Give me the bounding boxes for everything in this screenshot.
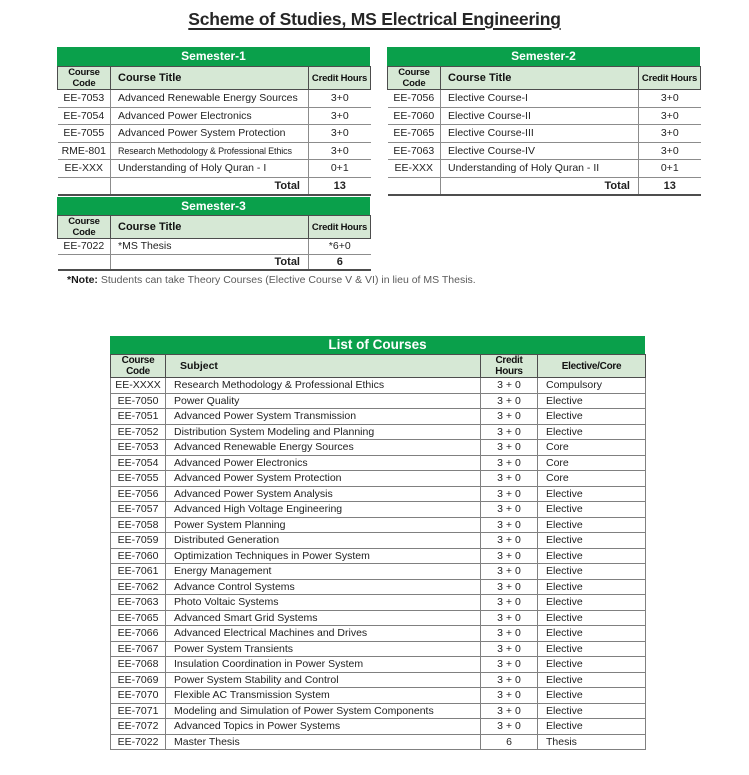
table-cell: Understanding of Holy Quran - II: [441, 160, 639, 178]
table-row: [111, 409, 646, 425]
table-cell: Elective: [538, 533, 646, 549]
table-cell: Advanced Power System Transmission: [166, 409, 481, 425]
column-header: Credit Hours: [639, 67, 701, 90]
table-row: [111, 641, 646, 657]
table-cell: Elective: [538, 579, 646, 595]
semester-3-grid: [57, 215, 371, 271]
table-cell: EE-XXX: [58, 160, 111, 178]
course-list-title-bar: List of Courses: [110, 336, 645, 354]
table-cell: Elective: [538, 626, 646, 642]
table-cell: 3 + 0: [481, 455, 538, 471]
table-cell: Elective: [538, 424, 646, 440]
table-cell: 3+0: [309, 125, 371, 143]
header-row: [58, 67, 371, 90]
table-cell: Flexible AC Transmission System: [166, 688, 481, 704]
table-row: [111, 626, 646, 642]
table-cell: 3 + 0: [481, 471, 538, 487]
table-cell: Advanced Smart Grid Systems: [166, 610, 481, 626]
table-cell: 3 + 0: [481, 579, 538, 595]
table-row: [388, 90, 701, 108]
table-cell: EE-7055: [58, 125, 111, 143]
table-cell: Core: [538, 471, 646, 487]
table-cell: Elective: [538, 564, 646, 580]
table-cell: Power System Stability and Control: [166, 672, 481, 688]
total-value: 13: [309, 177, 371, 195]
total-value: 6: [309, 254, 371, 270]
note: [67, 274, 476, 286]
table-row: [111, 471, 646, 487]
table-cell: Understanding of Holy Quran - I: [111, 160, 309, 178]
table-cell: EE-XXX: [388, 160, 441, 178]
table-cell: EE-7056: [388, 90, 441, 108]
table-cell: 3+0: [639, 142, 701, 160]
table-cell: 3 + 0: [481, 657, 538, 673]
table-cell: EE-7052: [111, 424, 166, 440]
header-row: [388, 67, 701, 90]
table-row: [111, 378, 646, 394]
table-row: [111, 719, 646, 735]
table-cell: EE-7056: [111, 486, 166, 502]
table-row: [111, 533, 646, 549]
total-label: Total: [111, 177, 309, 195]
table-cell: Elective: [538, 409, 646, 425]
table-cell: Elective Course-IV: [441, 142, 639, 160]
table-cell: EE-7063: [388, 142, 441, 160]
table-row: [111, 595, 646, 611]
table-cell: Advance Control Systems: [166, 579, 481, 595]
table-cell: 3 + 0: [481, 641, 538, 657]
table-cell: Photo Voltaic Systems: [166, 595, 481, 611]
table-cell: *6+0: [309, 239, 371, 255]
table-cell: EE-7051: [111, 409, 166, 425]
column-header: Course Code: [111, 355, 166, 378]
table-cell: Distribution System Modeling and Planning: [166, 424, 481, 440]
table-row: [58, 90, 371, 108]
table-cell: [388, 177, 441, 195]
table-cell: Energy Management: [166, 564, 481, 580]
table-cell: RME-801: [58, 142, 111, 160]
table-row: [388, 142, 701, 160]
semester-1-table: [57, 47, 370, 196]
column-header: Course Title: [111, 67, 309, 90]
note-text: Students can take Theory Courses (Elective Course V & VI) in lieu of MS Thesis.: [97, 274, 476, 286]
table-cell: 3+0: [309, 107, 371, 125]
table-cell: EE-7062: [111, 579, 166, 595]
table-cell: 0+1: [639, 160, 701, 178]
table-cell: EE-7071: [111, 703, 166, 719]
table-cell: 3+0: [639, 90, 701, 108]
table-cell: Advanced Power Electronics: [111, 107, 309, 125]
table-cell: Elective: [538, 548, 646, 564]
table-cell: EE-7058: [111, 517, 166, 533]
table-cell: 3 + 0: [481, 688, 538, 704]
table-cell: Elective: [538, 657, 646, 673]
table-row: [111, 688, 646, 704]
total-row: [388, 177, 701, 195]
semester-2-table: [387, 47, 700, 196]
table-cell: EE-7060: [388, 107, 441, 125]
table-cell: 3 + 0: [481, 564, 538, 580]
table-cell: Elective: [538, 672, 646, 688]
table-cell: 3 + 0: [481, 486, 538, 502]
semester-2-grid: [387, 66, 701, 196]
semester-1-title-bar: Semester-1: [57, 47, 370, 66]
table-cell: 3 + 0: [481, 440, 538, 456]
note-label: *Note:: [67, 274, 98, 286]
column-header: Course Code: [58, 216, 111, 239]
table-cell: EE-7053: [58, 90, 111, 108]
table-row: [111, 424, 646, 440]
table-cell: Research Methodology & Professional Ethics: [111, 142, 309, 160]
table-row: [111, 672, 646, 688]
header-row: [58, 216, 371, 239]
semester-3-table: [57, 197, 370, 271]
course-list-grid: [110, 354, 646, 750]
table-cell: Master Thesis: [166, 734, 481, 750]
table-cell: Elective: [538, 688, 646, 704]
table-cell: 3 + 0: [481, 719, 538, 735]
table-row: [111, 517, 646, 533]
table-cell: Elective: [538, 517, 646, 533]
table-cell: 3 + 0: [481, 548, 538, 564]
table-cell: 3 + 0: [481, 533, 538, 549]
table-cell: [58, 254, 111, 270]
table-cell: Elective: [538, 610, 646, 626]
table-cell: EE-7054: [111, 455, 166, 471]
table-cell: Advanced Electrical Machines and Drives: [166, 626, 481, 642]
table-row: [388, 160, 701, 178]
table-cell: Advanced Topics in Power Systems: [166, 719, 481, 735]
table-cell: Power Quality: [166, 393, 481, 409]
table-row: [111, 548, 646, 564]
table-cell: EE-7066: [111, 626, 166, 642]
course-list-table: [110, 336, 645, 750]
table-cell: Elective: [538, 486, 646, 502]
table-cell: EE-7063: [111, 595, 166, 611]
table-cell: Compulsory: [538, 378, 646, 394]
table-row: [111, 440, 646, 456]
table-row: [111, 393, 646, 409]
total-row: [58, 177, 371, 195]
table-cell: Advanced Renewable Energy Sources: [166, 440, 481, 456]
table-cell: Elective: [538, 641, 646, 657]
table-cell: 3 + 0: [481, 424, 538, 440]
table-cell: Core: [538, 440, 646, 456]
column-header: Course Code: [58, 67, 111, 90]
table-cell: EE-7069: [111, 672, 166, 688]
table-cell: [58, 177, 111, 195]
table-row: [111, 564, 646, 580]
table-cell: Optimization Techniques in Power System: [166, 548, 481, 564]
table-cell: EE-7068: [111, 657, 166, 673]
table-cell: Elective: [538, 502, 646, 518]
table-cell: 3 + 0: [481, 595, 538, 611]
total-label: Total: [111, 254, 309, 270]
table-cell: 3 + 0: [481, 393, 538, 409]
table-cell: Advanced Power System Protection: [166, 471, 481, 487]
table-cell: EE-7060: [111, 548, 166, 564]
table-row: [388, 107, 701, 125]
table-cell: EE-7053: [111, 440, 166, 456]
table-cell: 3 + 0: [481, 672, 538, 688]
column-header: Credit Hours: [309, 216, 371, 239]
table-cell: 3+0: [309, 90, 371, 108]
table-cell: Power System Planning: [166, 517, 481, 533]
table-cell: 3 + 0: [481, 378, 538, 394]
table-cell: EE-XXXX: [111, 378, 166, 394]
table-cell: EE-7067: [111, 641, 166, 657]
table-row: [111, 455, 646, 471]
table-cell: Elective: [538, 719, 646, 735]
table-cell: Research Methodology & Professional Ethics: [166, 378, 481, 394]
table-row: [111, 703, 646, 719]
table-cell: EE-7059: [111, 533, 166, 549]
table-row: [111, 657, 646, 673]
table-row: [58, 160, 371, 178]
table-cell: 3+0: [639, 125, 701, 143]
table-cell: EE-7054: [58, 107, 111, 125]
table-cell: 6: [481, 734, 538, 750]
table-cell: 3+0: [639, 107, 701, 125]
table-row: [58, 125, 371, 143]
table-cell: 3 + 0: [481, 517, 538, 533]
table-cell: Elective: [538, 703, 646, 719]
table-cell: EE-7057: [111, 502, 166, 518]
table-cell: Advanced Power System Protection: [111, 125, 309, 143]
table-cell: EE-7022: [58, 239, 111, 255]
semester-1-grid: [57, 66, 371, 196]
table-cell: Insulation Coordination in Power System: [166, 657, 481, 673]
column-header: Course Code: [388, 67, 441, 90]
table-cell: EE-7050: [111, 393, 166, 409]
column-header: Elective/Core: [538, 355, 646, 378]
page-title: Scheme of Studies, MS Electrical Engineering: [188, 9, 561, 29]
table-cell: Elective Course-III: [441, 125, 639, 143]
table-row: [111, 502, 646, 518]
table-cell: Advanced Power System Analysis: [166, 486, 481, 502]
table-cell: EE-7022: [111, 734, 166, 750]
table-row: [388, 125, 701, 143]
table-cell: 3 + 0: [481, 502, 538, 518]
table-cell: 0+1: [309, 160, 371, 178]
table-row: [111, 734, 646, 750]
table-row: [58, 142, 371, 160]
column-header: Subject: [166, 355, 481, 378]
table-cell: 3+0: [309, 142, 371, 160]
header-row: [111, 355, 646, 378]
total-value: 13: [639, 177, 701, 195]
table-cell: Modeling and Simulation of Power System Components: [166, 703, 481, 719]
column-header: Credit Hours: [481, 355, 538, 378]
table-cell: *MS Thesis: [111, 239, 309, 255]
total-row: [58, 254, 371, 270]
table-row: [58, 107, 371, 125]
column-header: Course Title: [111, 216, 309, 239]
table-cell: Power System Transients: [166, 641, 481, 657]
total-label: Total: [441, 177, 639, 195]
table-cell: Advanced Power Electronics: [166, 455, 481, 471]
table-cell: Elective: [538, 393, 646, 409]
table-cell: EE-7065: [388, 125, 441, 143]
table-cell: Core: [538, 455, 646, 471]
column-header: Course Title: [441, 67, 639, 90]
table-cell: Elective Course-II: [441, 107, 639, 125]
table-cell: Elective Course-I: [441, 90, 639, 108]
table-row: [58, 239, 371, 255]
table-cell: Elective: [538, 595, 646, 611]
table-row: [111, 610, 646, 626]
table-cell: Distributed Generation: [166, 533, 481, 549]
table-row: [111, 579, 646, 595]
table-cell: Thesis: [538, 734, 646, 750]
table-cell: 3 + 0: [481, 409, 538, 425]
table-cell: Advanced High Voltage Engineering: [166, 502, 481, 518]
table-cell: EE-7065: [111, 610, 166, 626]
table-cell: EE-7061: [111, 564, 166, 580]
table-cell: 3 + 0: [481, 626, 538, 642]
table-cell: EE-7072: [111, 719, 166, 735]
table-row: [111, 486, 646, 502]
table-cell: EE-7070: [111, 688, 166, 704]
semester-2-title-bar: Semester-2: [387, 47, 700, 66]
table-cell: 3 + 0: [481, 610, 538, 626]
table-cell: Advanced Renewable Energy Sources: [111, 90, 309, 108]
semester-3-title-bar: Semester-3: [57, 197, 370, 215]
column-header: Credit Hours: [309, 67, 371, 90]
table-cell: EE-7055: [111, 471, 166, 487]
table-cell: 3 + 0: [481, 703, 538, 719]
